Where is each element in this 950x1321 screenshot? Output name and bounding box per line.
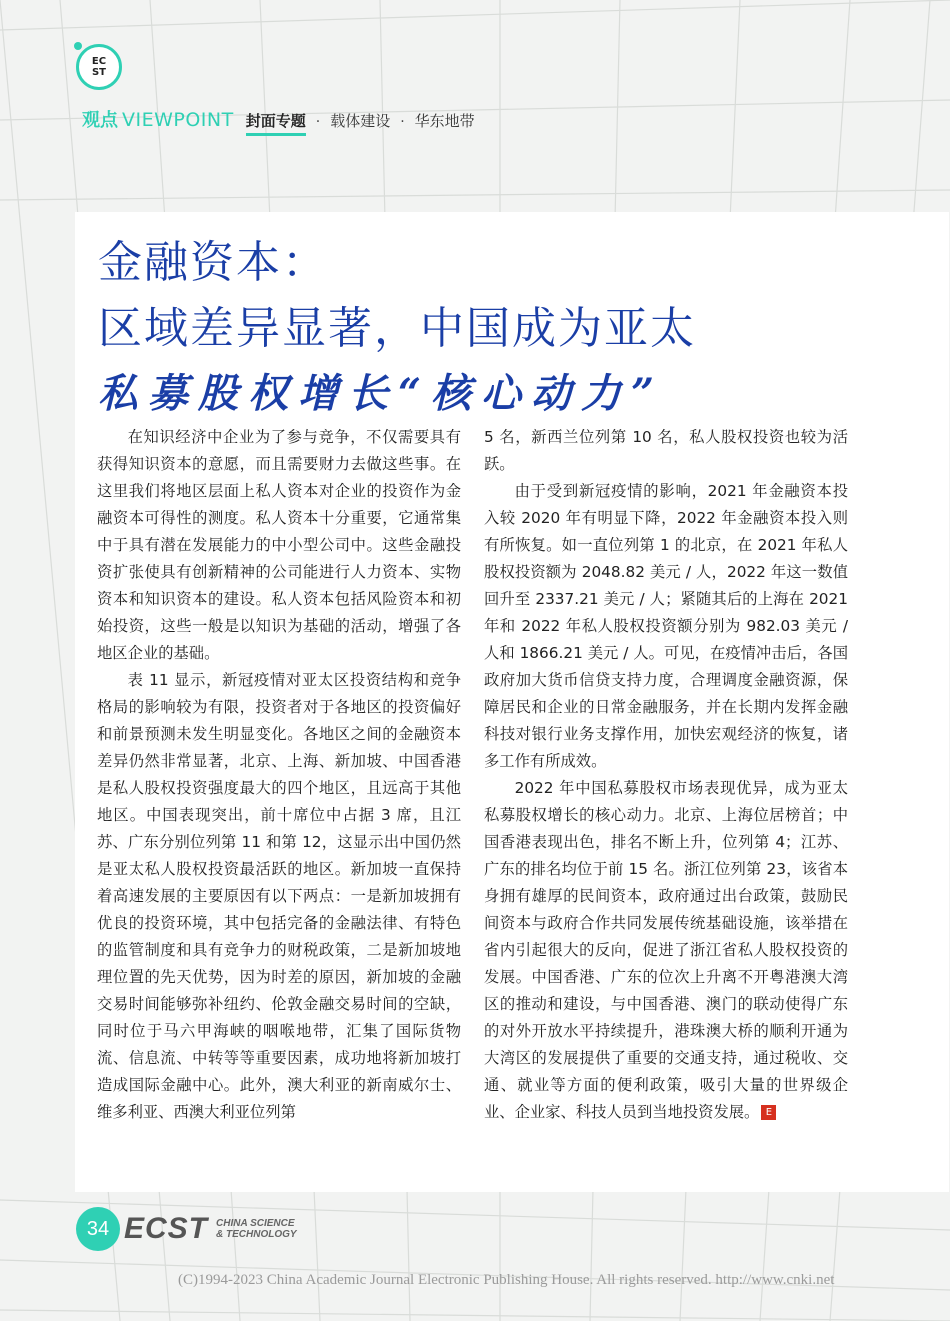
body-column-right (484, 424, 848, 1126)
paragraph: 由于受到新冠疫情的影响，2021 年金融资本投入较 2020 年有明显下降，2022 年金融资本投入则有所恢复。如一直位列第 1 的北京，在 2021 年私人股权投资额为 2048.82 美元 / 人，2022 年这一数值回升至 2337.21 美元 / 人；紧随其后的上海在 2021 年和 2022 年私人股权投资额分别为 982.03 美元 / 人和 1866.21 美元 / 人。可见，在疫情冲击后，各国政府加大货币信贷支持力度，合理调度金融资源，保障居民和企业的日常金融服务，并在长期内发挥金融科技对银行业务支撑作用，加快宏观经济的恢复，诸多工作有所成效。 (484, 482, 848, 770)
footer-brand: ECST (124, 1212, 209, 1245)
copyright-watermark: (C)1994-2023 China Academic Journal Electronic Publishing House. All rights reserved. http://www.cnki.net (178, 1272, 835, 1288)
paragraph: 在知识经济中企业为了参与竞争，不仅需要具有获得知识资本的意愿，而且需要财力去做这些事。在这里我们将地区层面上私人资本对企业的投资作为金融资本可得性的测度。私人资本十分重要，它通常集中于具有潜在发展能力的中小型公司中。这些金融投资扩张使具有创新精神的公司能进行人力资本、实物资本和知识资本的建设。私人资本包括风险资本和初始投资，这些一般是以知识为基础的活动，增强了各地区企业的基础。 (97, 428, 461, 662)
section-label-cn: 观点 (82, 110, 118, 131)
logo-text-bottom: ST (91, 67, 107, 78)
separator-dot: · (400, 114, 405, 130)
paragraph-text: 2022 年中国私募股权市场表现优异，成为亚太私募股权增长的核心动力。北京、上海位居榜首；中国香港表现出色，排名不断上升，位列第 4；江苏、广东的排名均位于前 15 名。浙江位列第 23，该省本身拥有雄厚的民间资本，政府通过出台政策，鼓励民间资本与政府合作共同发展传统基础设施，该举措在省内引起很大的反向，促进了浙江省私人股权投资的发展。中国香港、广东的位次上升离不开粤港澳大湾区的推动和建设，与中国香港、澳门的联动使得广东的对外开放水平持续提升，港珠澳大桥的顺利开通为大湾区的发展提供了重要的交通支持，通过税收、交通、就业等方面的便利政策，吸引大量的世界级企业、企业家、科技人员到当地投资发展。 (484, 779, 848, 1121)
article-title-line3: 私募股权增长“核心动力” (98, 370, 665, 417)
footer-subtitle-line1: CHINA SCIENCE (216, 1218, 295, 1229)
subtopic-region: 华东地带 (414, 112, 475, 130)
body-column-left (97, 424, 461, 1126)
paragraph-final (484, 775, 848, 1126)
logo-accent-dot (74, 42, 82, 50)
separator-dot: · (315, 114, 321, 130)
page-number: 34 (76, 1207, 120, 1251)
ecst-logo (76, 44, 122, 90)
section-label-en: VIEWPOINT (122, 109, 234, 131)
article-title-line1: 金融资本： (98, 237, 328, 288)
paragraph-continued: 5 名，新西兰位列第 10 名，私人股权投资也较为活跃。 (484, 428, 848, 473)
page-footer (76, 1207, 297, 1251)
end-of-article-icon: E (761, 1105, 776, 1120)
paragraph: 表 11 显示，新冠疫情对亚太区投资结构和竞争格局的影响较为有限，投资者对于各地区的投资偏好和前景预测未发生明显变化。各地区之间的金融资本差异仍然非常显著，北京、上海、新加坡、中国香港是私人股权投资强度最大的四个地区，且远高于其他地区。中国表现突出，前十席位中占据 3 席，且江苏、广东分别位列第 11 和第 12，这显示出中国仍然是亚太私人股权投资最活跃的地区。新加坡一直保持着高速发展的主要原因有以下两点：一是新加坡拥有优良的投资环境，其中包括完备的金融法律、有特色的监管制度和具有竞争力的财税政策，二是新加坡地理位置的先天优势，因为时差的原因，新加坡的金融交易时间能够弥补纽约、伦敦金融交易时间的空缺，同时位于马六甲海峡的咽喉地带，汇集了国际货物流、信息流、中转等等重要因素，成功地将新加坡打造成国际金融中心。此外，澳大利亚的新南威尔士、维多利亚、西澳大利亚位列第 (97, 671, 461, 1121)
footer-subtitle-line2: & TECHNOLOGY (216, 1229, 297, 1240)
logo-text-top: EC (91, 56, 107, 67)
footer-brand-subtitle (216, 1218, 297, 1240)
section-header (82, 106, 475, 136)
article-title-line2: 区域差异显著，中国成为亚太 (98, 303, 696, 354)
topic-label: 封面专题 (246, 110, 306, 136)
subtopic-carrier: 载体建设 (330, 112, 391, 130)
